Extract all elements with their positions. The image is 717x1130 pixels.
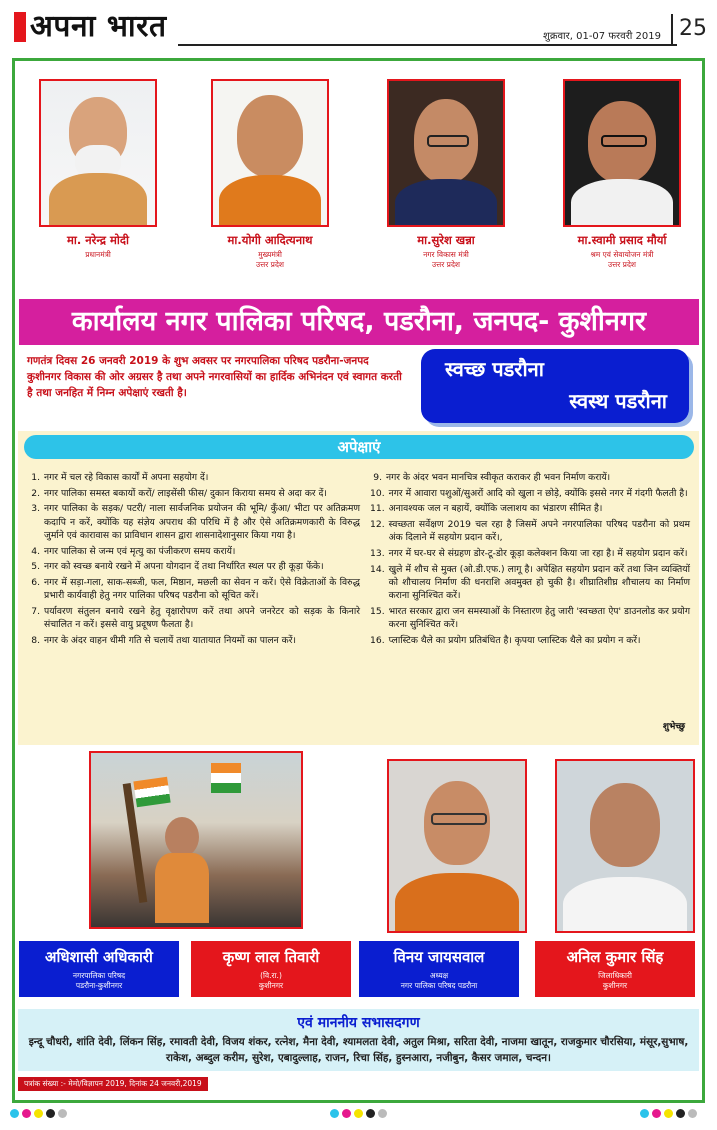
glasses-icon bbox=[431, 813, 487, 825]
list-item: 6. नगर में सड़ा-गला, साक-सब्जी, फल, मिष्ठान, मछली का सेवन न करें। ऐसे विक्रेताओं के विरुद्ध प्रभारी कार्यवाही हेतु नगर पालिका परिषद पडरौना को सूचित करें। bbox=[31, 576, 360, 602]
shoulders-icon bbox=[571, 179, 673, 227]
leader-name: मा.स्वामी प्रसाद मौर्या bbox=[577, 233, 667, 247]
robe-icon bbox=[155, 853, 209, 923]
shoulders-icon bbox=[219, 175, 321, 227]
official-role: जिलाधिकारी कुशीनगर bbox=[598, 971, 632, 990]
official-box bbox=[191, 941, 351, 997]
official-name: कृष्ण लाल तिवारी bbox=[222, 948, 320, 966]
yellow-dot-icon bbox=[354, 1109, 363, 1118]
list-item: 1. नगर में चल रहे विकास कार्यों में अपना सहयोग दें। bbox=[31, 472, 209, 483]
leader-card bbox=[39, 79, 157, 260]
leader-role: नगर विकास मंत्री उत्तर प्रदेश bbox=[423, 250, 469, 269]
leader-card bbox=[211, 79, 329, 270]
black-dot-icon bbox=[366, 1109, 375, 1118]
official-name: विनय जायसवाल bbox=[393, 948, 485, 966]
leader-photo bbox=[211, 79, 329, 227]
shoulders-icon bbox=[395, 873, 519, 933]
expectations-list-left bbox=[28, 471, 360, 649]
magenta-dot-icon bbox=[22, 1109, 31, 1118]
list-item: 4. नगर पालिका से जन्म एवं मृत्यु का पंजीकरण समय करायें। bbox=[31, 545, 236, 557]
expectations-heading: अपेक्षाएं bbox=[24, 435, 694, 459]
list-item: 15. भारत सरकार द्वारा जन समस्याओं के निस्तारण हेतु जारी 'स्वच्छता ऐप' डाउनलोड कर प्रयोग करना सुनिश्चित करें। bbox=[370, 605, 690, 631]
leader-photo bbox=[387, 79, 505, 227]
leader-name: मा. नरेन्द्र मोदी bbox=[67, 233, 129, 247]
members-list: इन्दू चौधरी, शांति देवी, लिंकन सिंह, रमावती देवी, विजय शंकर, रत्नेश, मैना देवी, श्यामलता देवी, अतुल मिश्रा, सरिता देवी, नाजमा खातून, राजकुमार चौरसिया, मंसूर,सुभाष, राकेश, अब्दुल करीम, सुरेश, एबादुल्लाह, राजन, रिचा सिंह, हुस्नआरा, नजीबुन, कैसर जमाल, चन्दन। bbox=[28, 1036, 689, 1064]
cyan-dot-icon bbox=[640, 1109, 649, 1118]
magenta-dot-icon bbox=[652, 1109, 661, 1118]
yellow-dot-icon bbox=[34, 1109, 43, 1118]
leader-role: प्रधानमंत्री bbox=[85, 250, 111, 259]
shoulders-icon bbox=[395, 179, 497, 227]
reference-note: पत्रांक संख्या :- मेमो/विज्ञापन 2019, दिनांक 24 जनवरी,2019 bbox=[18, 1077, 208, 1091]
masthead-red-bar bbox=[14, 12, 26, 42]
official-photo bbox=[555, 759, 695, 933]
black-dot-icon bbox=[676, 1109, 685, 1118]
masthead-rule bbox=[178, 44, 677, 46]
yellow-dot-icon bbox=[664, 1109, 673, 1118]
grey-dot-icon bbox=[688, 1109, 697, 1118]
expectations-panel bbox=[18, 431, 699, 745]
registration-marks bbox=[330, 1109, 387, 1118]
cyan-dot-icon bbox=[330, 1109, 339, 1118]
leader-card bbox=[387, 79, 505, 270]
greeting-text: गणतंत्र दिवस 26 जनवरी 2019 के शुभ अवसर पर नगरपालिका परिषद पडरौना-जनपद कुशीनगर विकास की ओर अग्रसर है तथा अपने नगरवासियों का हार्दिक अभिनंदन एवं स्वागत करती है तथा जनहित में निम्न अपेक्षाएं रखती है। bbox=[27, 355, 402, 399]
list-item: 3. नगर पालिका के सड़क/ पटरी/ नाला सार्वजनिक प्रयोजन की भूमि/ कुँआ/ भीटा पर अतिक्रमण कदापि न करें, क्योंकि यह संज्ञेय अपराध की परिधि में है और ऐसे अतिक्रमणकारी के विरुद्ध जुर्माने एवं कारावास का प्राविधान शासन द्वारा शासनादेशानुसार किया गया है। bbox=[31, 503, 360, 541]
black-dot-icon bbox=[46, 1109, 55, 1118]
official-photo bbox=[387, 759, 527, 933]
magenta-dot-icon bbox=[342, 1109, 351, 1118]
glasses-icon bbox=[601, 135, 647, 147]
members-title: एवं माननीय सभासदगण bbox=[297, 1015, 420, 1031]
list-item: 14. खुले में शौच से मुक्त (ओ.डी.एफ.) लागू है। अपेक्षित सहयोग प्रदान करें तथा जिन व्यक्तियों को शौचालय निर्माण की धनराशि अवमुक्त हो चुकी है। शीघ्रातिशीघ्र शौचालय का निर्माण कराना सुनिश्चित करें। bbox=[370, 563, 690, 602]
leader-name: मा.सुरेश खन्ना bbox=[417, 233, 475, 247]
official-role: अध्यक्ष नगर पालिका परिषद पडरौना bbox=[400, 971, 478, 990]
cyan-dot-icon bbox=[10, 1109, 19, 1118]
list-item: 5. नगर को स्वच्छ बनाये रखने में अपना योगदान दें तथा निर्धारित स्थल पर ही कूड़ा फेंके। bbox=[31, 561, 324, 573]
newspaper-title: अपना भारत bbox=[30, 9, 167, 44]
masthead bbox=[0, 0, 717, 52]
flag-icon bbox=[133, 777, 170, 807]
page-number: 25 bbox=[671, 14, 707, 46]
list-item: 13. नगर में घर-घर से संग्रहण डोर-टू-डोर कूड़ा कलेक्शन किया जा रहा है। में सहयोग प्रदान करें। bbox=[370, 548, 688, 560]
leader-role: श्रम एवं सेवायोजन मंत्री उत्तर प्रदेश bbox=[590, 250, 654, 269]
shoulders-icon bbox=[563, 877, 687, 933]
flag-icon bbox=[211, 763, 241, 793]
list-item: 9. नगर के अंदर भवन मानचित्र स्वीकृत कराकर ही भवन निर्माण करायें। bbox=[373, 472, 611, 483]
leader-photo bbox=[39, 79, 157, 227]
glasses-icon bbox=[427, 135, 469, 147]
face-icon bbox=[590, 783, 660, 867]
signoff: शुभेच्छु bbox=[662, 722, 685, 732]
expectations-list-right bbox=[370, 471, 690, 649]
office-banner: कार्यालय नगर पालिका परिषद, पडरौना, जनपद- कुशीनगर bbox=[19, 299, 699, 345]
official-name: अनिल कुमार सिंह bbox=[566, 948, 664, 966]
slogan-box bbox=[421, 349, 689, 423]
registration-marks bbox=[640, 1109, 697, 1118]
list-item: 2. नगर पालिका समस्त बकायों करों/ लाइसेंसी फीस/ दुकान किराया समय से अदा कर दें। bbox=[31, 487, 327, 499]
official-name: अधिशासी अधिकारी bbox=[45, 948, 153, 966]
official-box bbox=[359, 941, 519, 997]
members-panel bbox=[18, 1009, 699, 1071]
list-item: 7. पर्यावरण संतुलन बनाये रखने हेतु वृक्षारोपण करें तथा अपने जनरेटर को सड़क के किनारे संचालित न करें। इससे वायु प्रदूषण फैलता है। bbox=[31, 605, 360, 631]
official-box bbox=[19, 941, 179, 997]
list-item: 16. प्लास्टिक थैले का प्रयोग प्रतिबंधित है। कृपया प्लास्टिक थैले का प्रयोग न करें। bbox=[370, 634, 641, 646]
leader-photo bbox=[563, 79, 681, 227]
list-item: 12. स्वच्छता सर्वेक्षण 2019 चल रहा है जिसमें अपने नगरपालिका परिषद पडरौना को प्रथम अंक दिलाने में सहयोग प्रदान करें।, bbox=[370, 519, 690, 544]
face-icon bbox=[237, 95, 303, 177]
person-icon bbox=[165, 817, 199, 857]
slogan-line-1: स्वच्छ पडरौना bbox=[445, 357, 544, 381]
official-box bbox=[535, 941, 695, 997]
shoulders-icon bbox=[49, 173, 147, 227]
leader-role: मुख्यमंत्री उत्तर प्रदेश bbox=[255, 250, 285, 269]
list-item: 8. नगर के अंदर वाहन धीमी गति से चलायें तथा यातायात नियमों का पालन करें। bbox=[31, 634, 296, 646]
grey-dot-icon bbox=[58, 1109, 67, 1118]
list-item: 10. नगर में आवारा पशुओं/सुअरों आदि को खुला न छोड़े, क्योंकि इससे नगर में गंदगी फैलती है। bbox=[370, 487, 688, 499]
leader-name: मा.योगी आदित्यनाथ bbox=[227, 233, 313, 247]
registration-marks bbox=[10, 1109, 67, 1118]
leader-card bbox=[563, 79, 681, 270]
grey-dot-icon bbox=[378, 1109, 387, 1118]
official-role: (वि.रा.) कुशीनगर bbox=[258, 971, 284, 990]
official-role: नगरपालिका परिषद पडरौना-कुशीनगर bbox=[72, 971, 126, 990]
issue-date: शुक्रवार, 01-07 फरवरी 2019 bbox=[543, 31, 661, 42]
slogan-line-2: स्वस्थ पडरौना bbox=[569, 389, 667, 413]
advertisement bbox=[12, 58, 705, 1103]
list-item: 11. अनावश्यक जल न बहायें, क्योंकि जलाशय का भंडारण सीमित है। bbox=[370, 503, 603, 515]
rally-photo bbox=[89, 751, 303, 929]
